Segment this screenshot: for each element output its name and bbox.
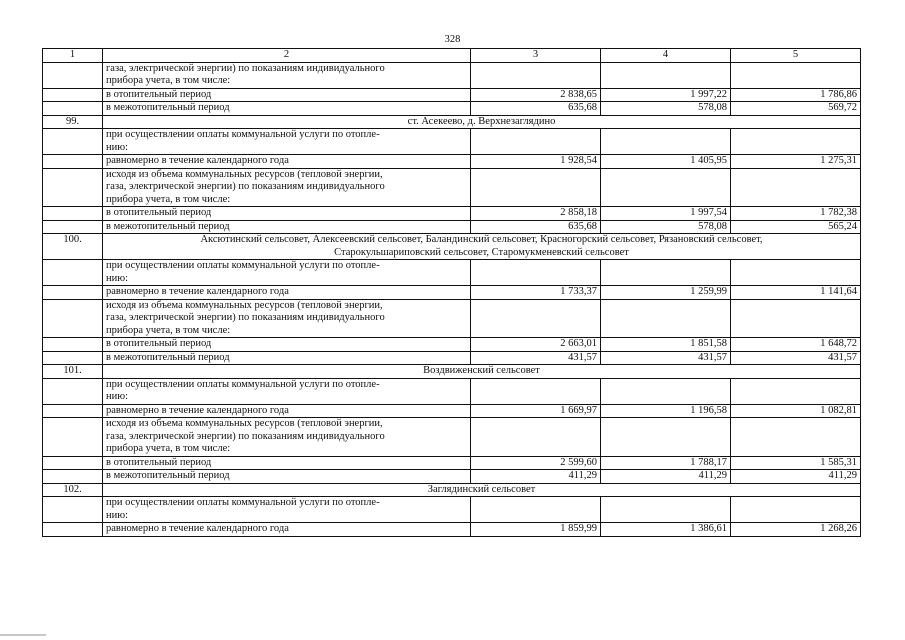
empty-index-cell bbox=[43, 155, 103, 169]
section-row bbox=[43, 365, 861, 379]
section-row bbox=[43, 115, 861, 129]
value-row-label: в межотопительный период bbox=[103, 102, 471, 116]
section-number: 101. bbox=[43, 365, 103, 379]
value-col-4: 411,29 bbox=[601, 470, 731, 484]
value-col-4: 431,57 bbox=[601, 351, 731, 365]
value-col-3: 635,68 bbox=[471, 220, 601, 234]
value-col-3: 1 733,37 bbox=[471, 286, 601, 300]
column-number-1: 1 bbox=[43, 49, 103, 63]
description-line: прибора учета, в том числе: bbox=[106, 443, 231, 454]
section-number: 100. bbox=[43, 234, 103, 260]
value-col-3: 1 928,54 bbox=[471, 155, 601, 169]
value-row-label: в отопительный период bbox=[103, 88, 471, 102]
value-col-4: 1 851,58 bbox=[601, 338, 731, 352]
empty-value-cell bbox=[471, 129, 601, 155]
description-cell bbox=[103, 497, 471, 523]
value-col-4: 1 788,17 bbox=[601, 456, 731, 470]
empty-index-cell bbox=[43, 378, 103, 404]
value-row bbox=[43, 351, 861, 365]
value-row bbox=[43, 155, 861, 169]
value-col-5: 1 275,31 bbox=[731, 155, 861, 169]
value-row-label: в межотопительный период bbox=[103, 220, 471, 234]
empty-value-cell bbox=[601, 260, 731, 286]
value-row-label: в отопительный период bbox=[103, 207, 471, 221]
section-title-line: Аксютинский сельсовет, Алексеевский сельсовет, Баландинский сельсовет, Красногорский сельсовет, Рязановский сельсовет, bbox=[200, 234, 763, 245]
empty-index-cell bbox=[43, 62, 103, 88]
empty-value-cell bbox=[601, 168, 731, 207]
description-line: прибора учета, в том числе: bbox=[106, 75, 231, 86]
value-col-4: 578,08 bbox=[601, 220, 731, 234]
section-number: 102. bbox=[43, 483, 103, 497]
empty-value-cell bbox=[731, 299, 861, 338]
description-row bbox=[43, 129, 861, 155]
empty-index-cell bbox=[43, 351, 103, 365]
value-row bbox=[43, 470, 861, 484]
value-row bbox=[43, 338, 861, 352]
value-row bbox=[43, 102, 861, 116]
value-row bbox=[43, 456, 861, 470]
empty-value-cell bbox=[601, 418, 731, 457]
value-col-5: 569,72 bbox=[731, 102, 861, 116]
description-cell bbox=[103, 129, 471, 155]
empty-index-cell bbox=[43, 260, 103, 286]
empty-index-cell bbox=[43, 470, 103, 484]
value-col-3: 1 859,99 bbox=[471, 523, 601, 537]
value-row bbox=[43, 220, 861, 234]
description-row bbox=[43, 168, 861, 207]
description-line: при осуществлении оплаты коммунальной услуги по отопле- bbox=[106, 129, 380, 140]
empty-index-cell bbox=[43, 497, 103, 523]
description-row bbox=[43, 418, 861, 457]
value-col-5: 1 082,81 bbox=[731, 404, 861, 418]
description-line: прибора учета, в том числе: bbox=[106, 324, 231, 336]
empty-value-cell bbox=[601, 299, 731, 338]
empty-index-cell bbox=[43, 102, 103, 116]
description-line: газа, электрической энергии) по показаниям индивидуального bbox=[106, 430, 385, 442]
value-row-label: равномерно в течение календарного года bbox=[103, 404, 471, 418]
description-line: исходя из объема коммунальных ресурсов (тепловой энергии, bbox=[106, 168, 383, 180]
empty-value-cell bbox=[471, 62, 601, 88]
value-col-3: 635,68 bbox=[471, 102, 601, 116]
section-title bbox=[103, 365, 861, 379]
value-col-3: 1 669,97 bbox=[471, 404, 601, 418]
page-number: 328 bbox=[444, 34, 461, 45]
section-title-line: ст. Асекеево, д. Верхнезаглядино bbox=[407, 115, 556, 127]
description-line: нию: bbox=[106, 141, 128, 153]
empty-value-cell bbox=[471, 378, 601, 404]
description-line: при осуществлении оплаты коммунальной услуги по отопле- bbox=[106, 260, 380, 271]
value-col-4: 1 997,54 bbox=[601, 207, 731, 221]
value-row-label: равномерно в течение календарного года bbox=[103, 286, 471, 300]
value-row-label: равномерно в течение календарного года bbox=[103, 155, 471, 169]
description-row bbox=[43, 62, 861, 88]
empty-index-cell bbox=[43, 299, 103, 338]
description-line: нию: bbox=[106, 272, 128, 284]
description-line: прибора учета, в том числе: bbox=[106, 193, 231, 205]
value-col-5: 1 268,26 bbox=[731, 523, 861, 537]
value-row bbox=[43, 207, 861, 221]
column-number-3: 3 bbox=[471, 49, 601, 63]
value-col-3: 411,29 bbox=[471, 470, 601, 484]
value-col-5: 1 786,86 bbox=[731, 88, 861, 102]
value-col-5: 565,24 bbox=[731, 220, 861, 234]
empty-value-cell bbox=[471, 497, 601, 523]
empty-index-cell bbox=[43, 168, 103, 207]
section-title bbox=[103, 115, 861, 129]
description-line: исходя из объема коммунальных ресурсов (тепловой энергии, bbox=[106, 418, 383, 429]
value-row-label: в отопительный период bbox=[103, 456, 471, 470]
empty-value-cell bbox=[471, 260, 601, 286]
section-title bbox=[103, 483, 861, 497]
description-line: газа, электрической энергии) по показаниям индивидуального bbox=[106, 181, 385, 192]
empty-value-cell bbox=[601, 497, 731, 523]
description-line: нию: bbox=[106, 509, 128, 521]
description-cell bbox=[103, 260, 471, 286]
value-col-3: 2 663,01 bbox=[471, 338, 601, 352]
value-col-3: 2 838,65 bbox=[471, 88, 601, 102]
value-row-label: в межотопительный период bbox=[103, 470, 471, 484]
column-number-5: 5 bbox=[731, 49, 861, 63]
description-row bbox=[43, 299, 861, 338]
value-col-3: 2 858,18 bbox=[471, 207, 601, 221]
section-title-line: Воздвиженский сельсовет bbox=[423, 365, 540, 376]
value-col-5: 1 141,64 bbox=[731, 286, 861, 300]
empty-index-cell bbox=[43, 129, 103, 155]
description-cell bbox=[103, 62, 471, 88]
section-row bbox=[43, 234, 861, 260]
empty-index-cell bbox=[43, 286, 103, 300]
empty-index-cell bbox=[43, 207, 103, 221]
value-row bbox=[43, 286, 861, 300]
section-title bbox=[103, 234, 861, 260]
value-row bbox=[43, 404, 861, 418]
value-col-4: 1 405,95 bbox=[601, 155, 731, 169]
scan-edge-mark bbox=[0, 634, 46, 636]
empty-index-cell bbox=[43, 456, 103, 470]
description-cell bbox=[103, 299, 471, 338]
value-row bbox=[43, 88, 861, 102]
column-number-row bbox=[43, 49, 861, 63]
description-cell bbox=[103, 418, 471, 457]
table-body bbox=[43, 49, 861, 537]
section-row bbox=[43, 483, 861, 497]
value-col-5: 411,29 bbox=[731, 470, 861, 484]
empty-value-cell bbox=[471, 299, 601, 338]
empty-value-cell bbox=[731, 260, 861, 286]
value-col-4: 1 386,61 bbox=[601, 523, 731, 537]
empty-value-cell bbox=[601, 62, 731, 88]
empty-value-cell bbox=[731, 62, 861, 88]
description-cell bbox=[103, 168, 471, 207]
value-col-5: 1 585,31 bbox=[731, 456, 861, 470]
value-col-4: 1 259,99 bbox=[601, 286, 731, 300]
description-row bbox=[43, 497, 861, 523]
description-row bbox=[43, 260, 861, 286]
empty-value-cell bbox=[731, 497, 861, 523]
description-row bbox=[43, 378, 861, 404]
value-col-4: 1 997,22 bbox=[601, 88, 731, 102]
empty-value-cell bbox=[731, 378, 861, 404]
description-line: при осуществлении оплаты коммунальной услуги по отопле- bbox=[106, 378, 380, 390]
empty-value-cell bbox=[471, 418, 601, 457]
empty-value-cell bbox=[601, 129, 731, 155]
tariff-table bbox=[42, 48, 861, 537]
section-number: 99. bbox=[43, 115, 103, 129]
value-col-5: 1 648,72 bbox=[731, 338, 861, 352]
value-col-4: 1 196,58 bbox=[601, 404, 731, 418]
value-col-5: 1 782,38 bbox=[731, 207, 861, 221]
value-row bbox=[43, 523, 861, 537]
empty-index-cell bbox=[43, 88, 103, 102]
empty-index-cell bbox=[43, 404, 103, 418]
value-col-4: 578,08 bbox=[601, 102, 731, 116]
section-title-line: Заглядинский сельсовет bbox=[427, 483, 536, 495]
value-row-label: равномерно в течение календарного года bbox=[103, 523, 471, 537]
empty-value-cell bbox=[471, 168, 601, 207]
empty-value-cell bbox=[731, 418, 861, 457]
description-line: при осуществлении оплаты коммунальной услуги по отопле- bbox=[106, 497, 380, 508]
value-col-3: 431,57 bbox=[471, 351, 601, 365]
empty-value-cell bbox=[731, 168, 861, 207]
section-title-line: Старокульшариповский сельсовет, Старомукменевский сельсовет bbox=[334, 246, 629, 258]
empty-index-cell bbox=[43, 523, 103, 537]
column-number-4: 4 bbox=[601, 49, 731, 63]
empty-value-cell bbox=[601, 378, 731, 404]
description-line: исходя из объема коммунальных ресурсов (тепловой энергии, bbox=[106, 299, 383, 311]
description-line: нию: bbox=[106, 391, 128, 402]
description-cell bbox=[103, 378, 471, 404]
value-row-label: в отопительный период bbox=[103, 338, 471, 352]
value-col-3: 2 599,60 bbox=[471, 456, 601, 470]
column-number-2: 2 bbox=[103, 49, 471, 63]
empty-index-cell bbox=[43, 220, 103, 234]
value-col-5: 431,57 bbox=[731, 351, 861, 365]
description-line: газа, электрической энергии) по показаниям индивидуального bbox=[106, 312, 385, 323]
value-row-label: в межотопительный период bbox=[103, 351, 471, 365]
empty-index-cell bbox=[43, 418, 103, 457]
empty-value-cell bbox=[731, 129, 861, 155]
description-line: газа, электрической энергии) по показаниям индивидуального bbox=[106, 62, 385, 74]
empty-index-cell bbox=[43, 338, 103, 352]
